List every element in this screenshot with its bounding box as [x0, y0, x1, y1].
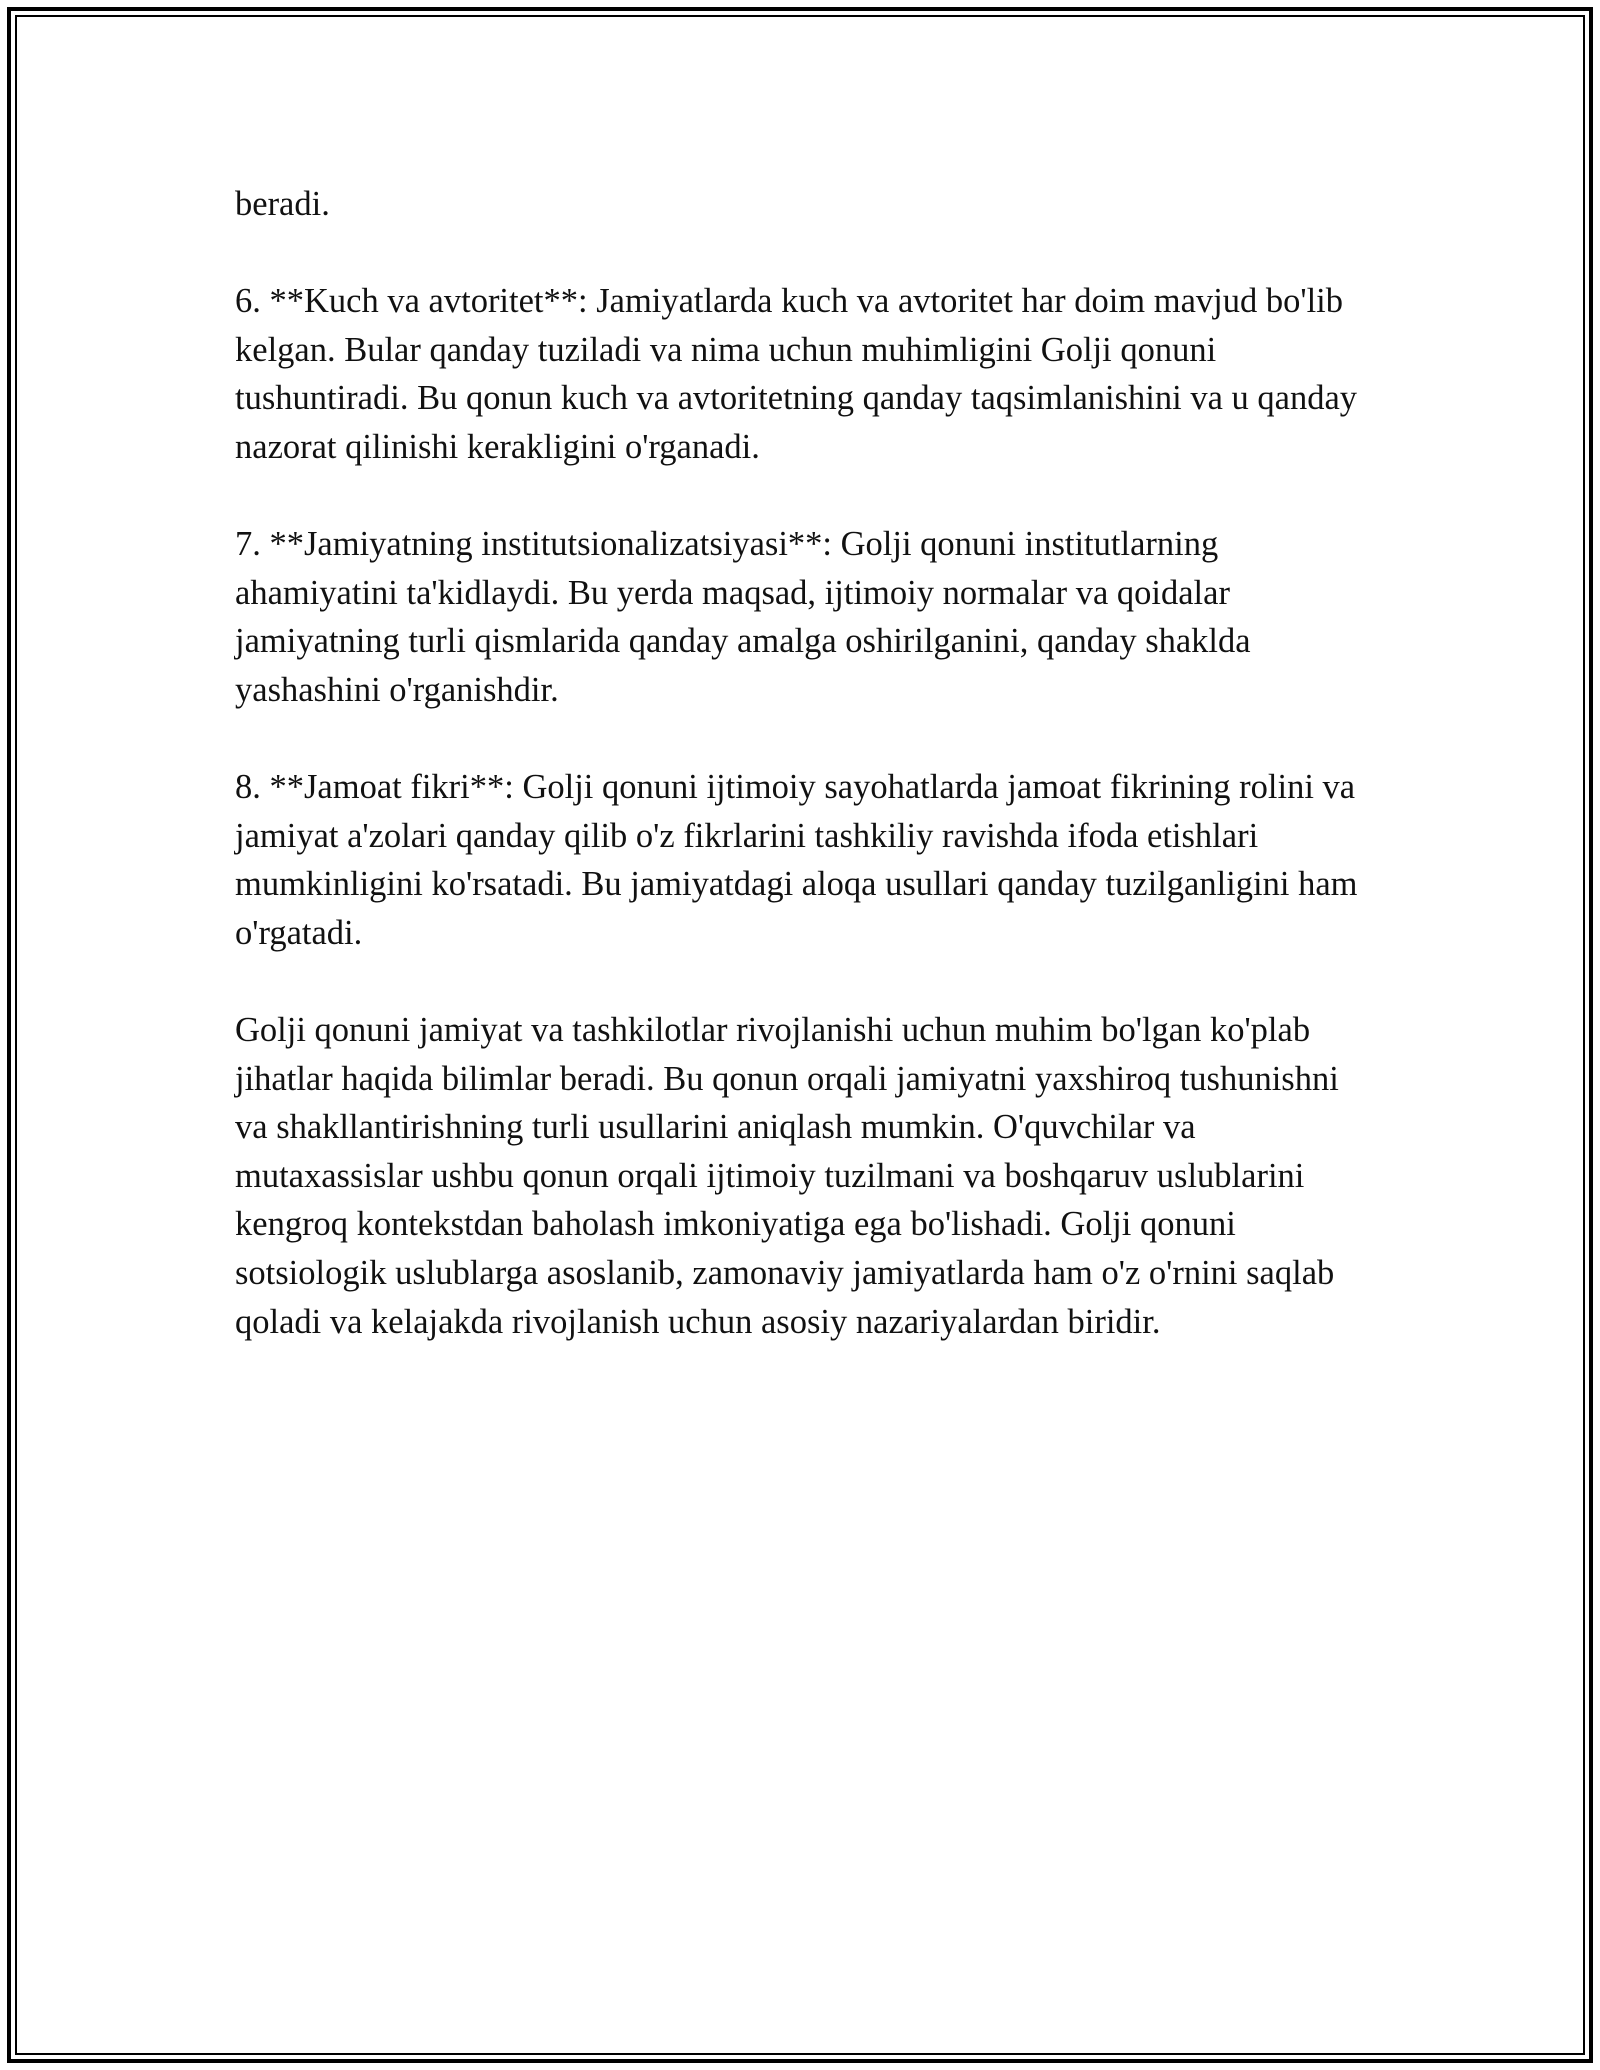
paragraph-kuch-va-avtoritet: 6. **Kuch va avtoritet**: Jamiyatlarda kuch va avtoritet har doim mavjud bo'lib kelgan. Bular qanday tuziladi va nima uchun muhimligini Golji qonuni tushuntiradi. Bu qonun kuch va avtoritetning qanday taqsimlanishini va u qanday nazorat qilinishi kerakligini o'rganadi.	[235, 282, 1358, 466]
document-body	[235, 180, 1365, 1395]
paragraph-conclusion: Golji qonuni jamiyat va tashkilotlar rivojlanishi uchun muhim bo'lgan ko'plab jihatlar haqida bilimlar beradi. Bu qonun orqali jamiyatni yaxshiroq tushunishni va shakllantirishning turli usullarini aniqlash mumkin. O'quvchilar va mutaxassislar ushbu qonun orqali ijtimoiy tuzilmani va boshqaruv uslublarini kengroq kontekstdan baholash imkoniyatiga ega bo'lishadi. Golji qonuni sotsiologik uslublarga asoslanib, zamonaviy jamiyatlarda ham o'z o'rnini saqlab qoladi va kelajakda rivojlanish uchun asosiy nazariyalardan biridir.	[235, 1011, 1339, 1341]
paragraph-institutsionalizatsiya: 7. **Jamiyatning institutsionalizatsiyasi**: Golji qonuni institutlarning ahamiyatini ta'kidlaydi. Bu yerda maqsad, ijtimoiy normalar va qoidalar jamiyatning turli qismlarida qanday amalga oshirilganini, qanday shaklda yashashini o'rganishdir.	[235, 525, 1251, 709]
paragraph-jamoat-fikri: 8. **Jamoat fikri**: Golji qonuni ijtimoiy sayohatlarda jamoat fikrining rolini va jamiyat a'zolari qanday qilib o'z fikrlarini tashkiliy ravishda ifoda etishlari mumkinligini ko'rsatadi. Bu jamiyatdagi aloqa usullari qanday tuzilganligini ham o'rgatadi.	[235, 768, 1358, 952]
paragraph-continuation: beradi.	[235, 185, 330, 223]
